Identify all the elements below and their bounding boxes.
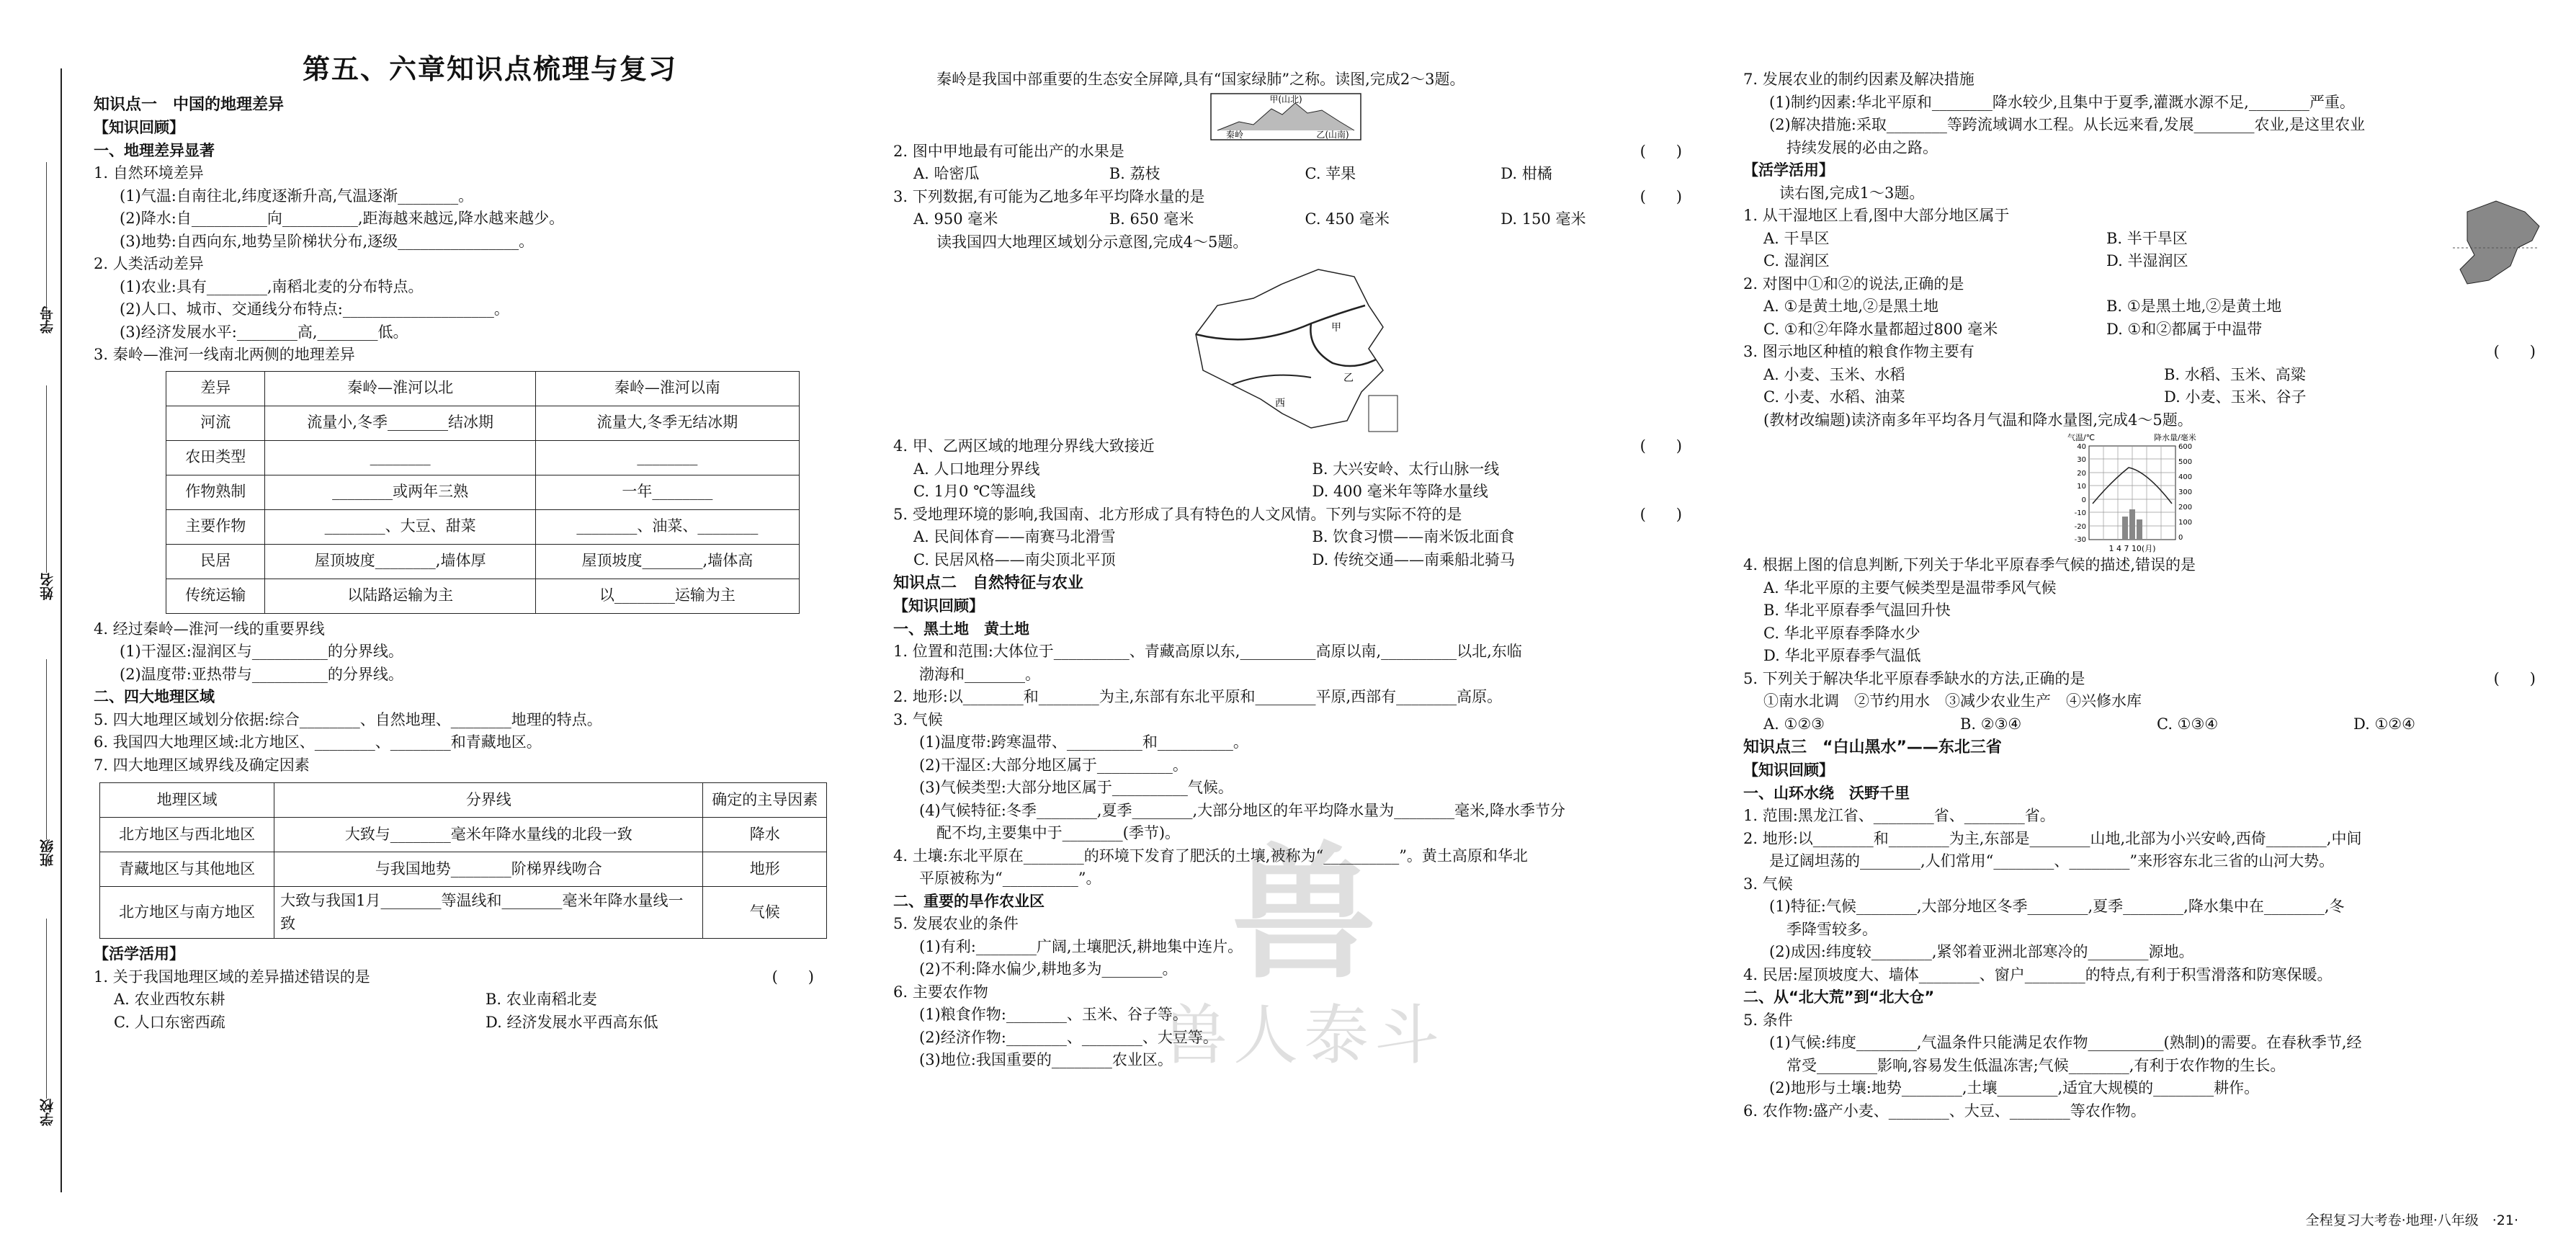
watermark [1138,831,1470,1084]
text-line: (1)气温:自南往北,纬度逐渐升高,气温逐渐________。 [120,187,474,205]
knowledge-point-heading: 知识点三 “白山黑水”——东北三省 [1743,738,2002,756]
option: B. 大兴安岭、太行山脉一线 [1312,460,1500,478]
question-2 [893,140,1696,164]
table-cell: 作物熟制 [166,475,265,509]
option: A. 哈密瓜 [913,165,980,182]
option: D. 半湿润区 [2106,252,2188,269]
table-cell: 北方地区与南方地区 [100,887,274,939]
option: B. 650 毫米 [1109,210,1194,228]
question-text: 1. 关于我国地理区域的差异描述错误的是 [94,968,370,986]
question-text: 3. 图示地区种植的粮食作物主要有 [1743,343,1975,360]
text-line: 5. 四大地理区域划分依据:综合________、自然地理、________地理的特点。 [94,710,602,728]
text-line: 7. 发展农业的制约因素及解决措施 [1743,71,1975,88]
answer-bracket: ( ) [1640,142,1682,160]
text-line: 2. 地形:以________和________为主,东部是________山地,北部为小兴安岭,西倚________,中间 [1743,829,2362,847]
option: B. 华北平原春季气温回升快 [1763,602,1951,619]
northeast-map [2446,197,2546,291]
text-line: (4)气候特征:冬季________,夏季________,大部分地区的年平均降水量为________毫米,降水季节分 [919,801,1565,819]
text-line: (3)地势:自西向东,地势呈阶梯状分布,逐级________________。 [120,232,535,250]
table-cell: 青藏地区与其他地区 [100,852,274,887]
tick-label: 20 [2077,470,2086,478]
table-cell: ________ [265,440,535,475]
answer-bracket: ( ) [1640,437,1682,455]
region-boundary-line [1232,375,1311,385]
option: A. 华北平原的主要气候类型是温带季风气候 [1763,579,2057,597]
text-line: (2)地形与土壤:地势________,土壤________,适宜大规模的________耕作。 [1769,1079,2260,1097]
text-line: (2)干湿区:大部分地区属于__________。 [919,756,1188,774]
table-row [100,852,827,887]
section-heading: 二、重要的旱作农业区 [893,892,1045,910]
section-heading: 一、山环水绕 沃野千里 [1743,784,1910,802]
table-cell: ________或两年三熟 [265,475,535,509]
text-line: 3. 秦岭—淮河一线南北两侧的地理差异 [94,346,355,363]
question-3 [1743,341,2550,364]
text-line: 3. 气候 [893,710,943,728]
table-cell: 河流 [166,406,265,440]
option: C. 苹果 [1305,165,1356,182]
text-line: (2)降水:自__________向__________,距海越来越远,降水越来越少。 [120,210,565,227]
table-cell: 地形 [703,852,827,887]
question-1 [1743,205,2435,228]
table-header-cell: 确定的主导因素 [703,783,827,818]
section-heading: 二、从“北大荒”到“北大仓” [1743,988,1935,1006]
answer-bracket: ( ) [772,968,814,986]
option: A. 950 毫米 [913,210,998,228]
chart-ylabel-right: 降水量/毫米 [2154,433,2196,442]
text-line: 1. 位置和范围:大体位于__________、青藏高原以东,__________高原以南,__________以北,东临 [893,643,1522,660]
map-label-yi: 乙 [1343,372,1354,384]
option: D. 150 毫米 [1501,210,1586,228]
question-options [893,208,1696,231]
region-boundary-line [1310,323,1376,366]
question-options [1743,295,2435,341]
section-heading: 一、地理差异显著 [94,141,215,159]
precipitation-bar [2129,509,2135,540]
question-text: 4. 甲、乙两区域的地理分界线大致接近 [893,437,1155,455]
table-row [100,887,827,939]
text-line: (1)气候:纬度________,气温条件只能满足农作物__________(熟制)的需要。在春秋季节,经 [1769,1034,2362,1051]
table-row [100,818,827,852]
table-header-cell: 秦岭—淮河以北 [265,371,535,406]
option: A. ①是黄土地,②是黑土地 [1763,298,1939,315]
table-row [166,475,800,509]
table-header-cell: 地理区域 [100,783,274,818]
text-line: (2)成因:纬度较________,紧邻着亚洲北部寒冷的________源地。 [1769,943,2194,960]
table-header-cell: 秦岭—淮河以南 [535,371,799,406]
text-line: 读我国四大地理区域划分示意图,完成4～5题。 [936,233,1248,251]
review-label: 【知识回顾】 [893,597,984,615]
table-cell: 屋顶坡度________,墙体高 [535,544,799,579]
text-line: (2)经济作物:________、________、大豆等。 [919,1028,1218,1046]
option: B. 农业南稻北麦 [486,991,597,1008]
table-cell: ________ [535,440,799,475]
table-cell: 以________运输为主 [535,579,799,613]
question-4 [893,435,1696,458]
figure-label-qinling: 秦岭 [1225,129,1244,140]
text-line: (1)有利:________广阔,土壤肥沃,耕地集中连片。 [919,937,1243,955]
practice-label: 【活学活用】 [1743,161,1834,179]
question-text: 2. 图中甲地最有可能出产的水果是 [893,142,1124,160]
table-row [166,579,800,613]
table-cell: 大致与我国1月________等温线和________毫米年降水量线一致 [274,887,703,939]
option: C. 湿润区 [1763,252,1830,269]
option: C. ①和②年降水量都超过800 毫米 [1763,320,1998,338]
option: C. 民居风格——南尖顶北平顶 [913,550,1116,568]
text-line: 2. 地形:以________和________为主,东部有东北平原和________平原,西部有________高原。 [893,688,1503,705]
question-options [893,458,1696,504]
text-line: 秦岭是我国中部重要的生态安全屏障,具有“国家绿肺”之称。读图,完成2～3题。 [936,71,1465,88]
table-row [166,406,800,440]
text-line: 配不均,主要集中于________(季节)。 [936,824,1181,841]
binding-margin [0,68,72,1192]
text-line: (教材改编题)读济南多年平均各月气温和降水量图,完成4～5题。 [1763,411,2193,429]
question-text: 5. 受地理环境的影响,我国南、北方形成了具有特色的人文风情。下列与实际不符的是 [893,505,1462,523]
qinling-comparison-table [166,371,800,614]
table-cell: 气候 [703,887,827,939]
text-line: (2)人口、城市、交通线分布特点:____________________。 [120,300,509,318]
option: D. ①和②都属于中温带 [2106,320,2263,338]
text-line: 是辽阔坦荡的________,人们常用“________、________”来形容东北三省的山河大势。 [1769,852,2335,870]
option: B. ②③④ [1960,715,2022,733]
review-label: 【知识回顾】 [1743,762,1834,779]
text-line: 4. 土壤:东北平原在________的环境下发育了肥沃的土壤,被称为“__________”。黄土高原和华北 [893,847,1528,865]
question-2 [1743,273,2435,296]
region-boundary-table [99,782,827,939]
option: D. 经济发展水平西高东低 [486,1013,658,1031]
table-cell: 与我国地势________阶梯界线吻合 [274,852,703,887]
text-line: (2)不利:降水偏少,耕地多为________。 [919,960,1178,978]
text-line: (1)制约因素:华北平原和________降水较少,且集中于夏季,灌溉水源不足,________严重。 [1769,93,2355,111]
practice-label: 【活学活用】 [94,945,184,963]
tick-label: 500 [2178,458,2193,466]
margin-fill-line [46,659,47,839]
page-footer: 全程复习大考卷·地理·八年级 ·21· [2305,1213,2518,1228]
south-sea-inset [1369,396,1397,432]
text-line: (1)特征:气候________,大部分地区冬季________,夏季________,降水集中在________,冬 [1769,898,2345,915]
question-text: 1. 从干湿地区上看,图中大部分地区属于 [1743,207,2010,224]
option: D. 传统交通——南乘船北骑马 [1312,550,1515,568]
chart-xticks: 1 4 7 10(月) [2108,544,2156,553]
option: C. ①③④ [2157,715,2219,733]
text-line: 季降雪较多。 [1786,920,1877,938]
figure-label-south: 乙(山南) [1316,129,1349,140]
table-header-row [100,783,827,818]
option: B. 半干旱区 [2106,229,2188,247]
column-3 [1743,68,2550,1122]
margin-fill-line [46,385,47,573]
question-5 [1743,668,2550,691]
qinling-profile-figure [1210,93,1361,140]
option: C. 人口东密西疏 [114,1013,225,1031]
option: A. 人口地理分界线 [913,460,1040,478]
question-text: 5. 下列关于解决华北平原春季缺水的方法,正确的是 [1743,669,2085,687]
tick-label: -30 [2074,536,2086,544]
table-cell: 流量大,冬季无结冰期 [535,406,799,440]
tick-label: 0 [2081,496,2086,504]
table-cell: 传统运输 [166,579,265,613]
tick-label: 600 [2178,443,2193,451]
section-heading: 二、四大地理区域 [94,688,215,705]
chart-right-ticks [2178,443,2192,542]
question-options [1743,228,2435,273]
question-1 [94,966,843,989]
table-cell: ________、油菜、________ [535,509,799,544]
text-line: (1)农业:具有________,南稻北麦的分布特点。 [120,277,424,295]
tick-label: 100 [2178,519,2193,527]
table-cell: 大致与________毫米年降水量线的北段一致 [274,818,703,852]
option: A. 农业西牧东耕 [114,991,225,1008]
mountain-shape [1217,103,1354,130]
table-cell: 流量小,冬季________结冰期 [265,406,535,440]
china-regions-map [1167,255,1405,435]
question-options [94,988,843,1034]
chart-left-ticks [2075,443,2086,544]
option: D. ①②④ [2353,715,2415,733]
text-line: 常受________影响,容易发生低温冻害;气候________,有利于农作物的生长。 [1786,1056,2286,1074]
section-heading: 一、黑土地 黄土地 [893,620,1029,638]
table-row [166,440,800,475]
jinan-climate-chart [2046,432,2233,554]
binding-line [61,68,62,1192]
watermark-text: 兽人泰斗 [1163,998,1445,1073]
option: D. 400 毫米年等降水量线 [1312,483,1488,500]
text-line: 6. 我国四大地理区域:北方地区、________、________和青藏地区。 [94,733,542,751]
table-row [166,509,800,544]
question-text: 4. 根据上图的信息判断,下列关于华北平原春季气候的描述,错误的是 [1743,556,2196,573]
column-1 [94,49,843,1034]
table-cell: 北方地区与西北地区 [100,818,274,852]
question-block-1-3 [1743,205,2435,341]
text-line: 7. 四大地理区域界线及确定因素 [94,756,310,774]
figure-label-north: 甲(山北) [1269,94,1302,104]
text-line: (2)解决措施:采取________等跨流域调水工程。从长远来看,发展________农业,是这里农业 [1769,116,2366,133]
text-line: 5. 条件 [1743,1011,1793,1029]
text-line: 3. 气候 [1743,875,1793,893]
question-options [1743,713,2550,736]
question-text: 2. 对图中①和②的说法,正确的是 [1743,274,1964,292]
question-options [1743,577,2550,668]
text-line: 持续发展的必由之路。 [1786,138,1938,156]
answer-bracket: ( ) [2493,343,2536,360]
question-3 [893,186,1696,209]
question-options [893,526,1696,571]
text-line: (1)干湿区:湿润区与__________的分界线。 [120,643,403,660]
question-4 [1743,554,2550,577]
text-line: 平原被称为“__________”。 [919,870,1101,887]
question-options [1743,364,2550,409]
precipitation-bar [2137,519,2142,540]
text-line: 4. 民居:屋顶坡度大、墙体________、窗户________的特点,有利于积雪滑落和防寒保暖。 [1743,965,2333,983]
review-label: 【知识回顾】 [94,119,184,136]
option: C. 1月0 ℃等温线 [913,483,1036,500]
margin-label-school: 学校 [40,1099,55,1126]
knowledge-point-heading: 知识点一 中国的地理差异 [94,96,285,114]
option: D. 柑橘 [1501,165,1552,182]
text-line: 1. 范围:黑龙江省、________省、________省。 [1743,807,2055,824]
text-line: 5. 发展农业的条件 [893,915,1019,932]
tick-label: 300 [2178,488,2193,496]
option: A. 民间体育——南赛马北滑雪 [913,528,1116,545]
table-cell: 一年________ [535,475,799,509]
precipitation-bars [2122,509,2142,540]
table-cell: 民居 [166,544,265,579]
question-options [893,163,1696,186]
map-label-jia: 甲 [1331,322,1341,334]
table-cell: 降水 [703,818,827,852]
tick-label: 0 [2178,534,2183,542]
text-line: 读右图,完成1～3题。 [1779,184,1925,202]
option: A. 小麦、玉米、水稻 [1763,365,1905,383]
answer-bracket: ( ) [1640,187,1682,205]
option: B. ①是黑土地,②是黄土地 [2106,298,2282,315]
option: A. 干旱区 [1763,229,1830,247]
option: C. 华北平原春季降水少 [1763,624,1920,642]
map-label-xi: 西 [1275,398,1285,409]
text-line: (1)温度带:跨寒温带、__________和__________。 [919,733,1248,751]
question-text: 3. 下列数据,有可能为乙地多年平均降水量的是 [893,187,1205,205]
china-outline [1196,269,1383,428]
margin-label-student-id: 学号 [40,306,55,334]
table-header-row [166,371,800,406]
option: D. 小麦、玉米、谷子 [2164,388,2307,406]
text-line: 渤海和________。 [919,665,1040,683]
option: D. 华北平原春季气温低 [1763,647,1921,664]
text-line: (3)经济发展水平:________高,________低。 [120,323,408,341]
text-line: 6. 农作物:盛产小麦、________、大豆、________等农作物。 [1743,1102,2146,1120]
option: A. ①②③ [1763,715,1825,733]
table-cell: 主要作物 [166,509,265,544]
text-line: (3)气候类型:大部分地区属于__________气候。 [919,779,1233,796]
text-line: (1)粮食作物:________、玉米、谷子等。 [919,1006,1188,1023]
table-cell: 屋顶坡度________,墙体厚 [265,544,535,579]
table-row [166,544,800,579]
question-5 [893,504,1696,527]
tick-label: 40 [2077,443,2086,451]
table-cell: 以陆路运输为主 [265,579,535,613]
text-line: 1. 自然环境差异 [94,164,204,182]
table-cell: ________、大豆、甜菜 [265,509,535,544]
tick-label: -20 [2074,523,2086,531]
text-line: (3)地位:我国重要的________农业区。 [919,1051,1173,1068]
option: B. 荔枝 [1109,165,1160,182]
answer-bracket: ( ) [1640,505,1682,523]
knowledge-point-heading: 知识点二 自然特征与农业 [893,574,1084,592]
table-cell: 农田类型 [166,440,265,475]
text-line: 6. 主要农作物 [893,983,988,1001]
northeast-region-shape [2460,201,2539,284]
precipitation-bar [2122,517,2128,540]
watermark-logo: 兽 [1231,831,1376,999]
answer-bracket: ( ) [2493,669,2536,687]
table-header-cell: 差异 [166,371,265,406]
margin-fill-line [46,919,47,1099]
chart-ylabel-left: 气温/℃ [2067,433,2096,442]
tick-label: 30 [2077,456,2086,464]
option: B. 饮食习惯——南米饭北面食 [1312,528,1515,545]
tick-label: 10 [2077,483,2086,491]
text-line: 2. 人类活动差异 [94,255,204,272]
margin-fill-line [46,162,47,321]
margin-label-class: 班级 [40,839,55,867]
tick-label: 200 [2178,504,2193,512]
text-line: (2)温度带:亚热带与__________的分界线。 [120,665,403,683]
option: C. 450 毫米 [1305,210,1390,228]
tick-label: 400 [2178,473,2193,481]
page-title: 第五、六章知识点梳理与复习 [302,53,677,85]
margin-label-name: 姓名 [40,573,55,600]
text-line: ①南水北调 ②节约用水 ③减少农业生产 ④兴修水库 [1763,692,2142,710]
table-header-cell: 分界线 [274,783,703,818]
tick-label: -10 [2074,509,2086,517]
text-line: 4. 经过秦岭—淮河一线的重要界线 [94,620,325,638]
option: B. 水稻、玉米、高粱 [2164,365,2306,383]
option: C. 小麦、水稻、油菜 [1763,388,1905,406]
